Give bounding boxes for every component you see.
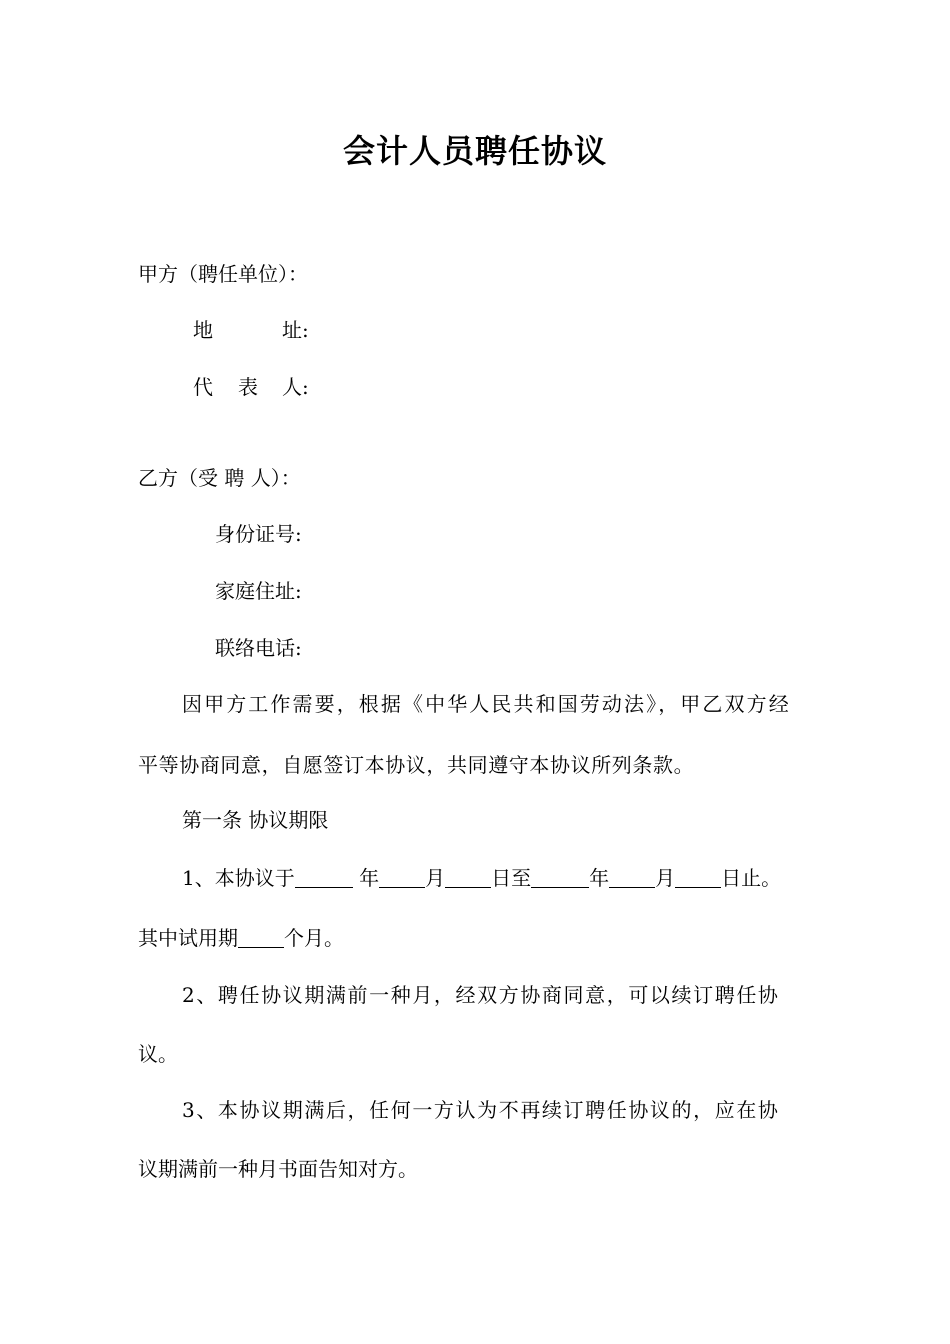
month-start-blank[interactable]: [379, 867, 425, 888]
item1-year-label: 年: [359, 866, 380, 890]
item1-month-end-label: 月: [655, 866, 676, 890]
party-b-home-label: 家庭住址:: [215, 579, 302, 603]
party-a-address-char2: 址:: [282, 318, 309, 342]
trial-period-unit: 个月。: [284, 926, 344, 950]
article-1-item-2-line-2: 议。: [138, 1042, 178, 1066]
month-end-blank[interactable]: [609, 867, 655, 888]
intro-line-2: 平等协商同意，自愿签订本协议，共同遵守本协议所列条款。: [138, 753, 695, 777]
party-a-rep-char1: 代: [193, 375, 213, 399]
article-1-item-2-line-1: 2、聘任协议期满前一种月，经双方协商同意，可以续订聘任协: [182, 983, 780, 1007]
article-1-item-3-line-1: 3、本协议期满后，任何一方认为不再续订聘任协议的，应在协: [182, 1098, 780, 1122]
year-end-blank[interactable]: [531, 867, 589, 888]
item1-day-to-label: 日至: [491, 866, 532, 890]
article-1-heading: 第一条 协议期限: [182, 808, 329, 832]
item1-year-end-label: 年: [589, 866, 610, 890]
document-title: 会计人员聘任协议: [342, 132, 607, 170]
party-a-rep-char3: 人:: [282, 375, 309, 399]
day-start-blank[interactable]: [445, 867, 491, 888]
item1-day-end-label: 日止。: [721, 866, 782, 890]
intro-line-1: 因甲方工作需要，根据《中华人民共和国劳动法》，甲乙双方经: [182, 692, 791, 716]
article-1-item-1-line-2: [138, 926, 344, 950]
party-b-phone-label: 联络电话:: [215, 636, 302, 660]
item1-text-start: 1、本协议于: [182, 866, 295, 890]
party-a-heading: 甲方（聘任单位）：: [138, 262, 308, 286]
trial-period-label: 其中试用期: [138, 926, 238, 950]
party-a-rep-char2: 表: [238, 375, 258, 399]
item1-month-label: 月: [425, 866, 446, 890]
party-a-address-char1: 地: [193, 318, 213, 342]
article-1-item-1-line-1: [182, 866, 781, 890]
party-b-heading: 乙方（受 聘 人）：: [138, 466, 301, 490]
day-end-blank[interactable]: [675, 867, 721, 888]
party-b-id-label: 身份证号:: [215, 522, 302, 546]
trial-months-blank[interactable]: [238, 927, 284, 948]
article-1-item-3-line-2: 议期满前一种月书面告知对方。: [138, 1157, 418, 1181]
year-start-blank[interactable]: [295, 867, 353, 888]
